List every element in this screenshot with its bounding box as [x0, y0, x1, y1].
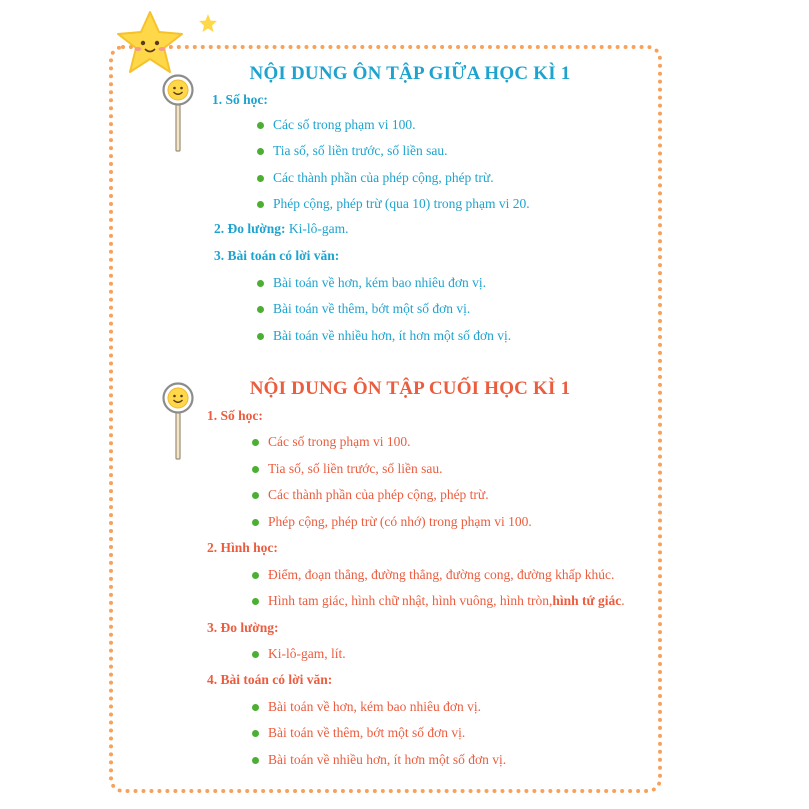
- sparkle-icon: [198, 13, 218, 33]
- list-item: Bài toán về hơn, kém bao nhiêu đơn vị.: [252, 699, 481, 715]
- list-item: Ki-lô-gam, lít.: [252, 646, 346, 662]
- list-item: Phép cộng, phép trừ (có nhớ) trong phạm vi 100.: [252, 514, 532, 530]
- bullet-icon: [252, 651, 259, 658]
- list-item: Bài toán về thêm, bớt một số đơn vị.: [257, 301, 470, 317]
- bullet-icon: [257, 333, 264, 340]
- bullet-icon: [252, 598, 259, 605]
- bullet-icon: [252, 466, 259, 473]
- mid-term-title: NỘI DUNG ÔN TẬP GIỮA HỌC KÌ 1: [249, 63, 571, 84]
- bullet-icon: [252, 730, 259, 737]
- lollipop-icon: [161, 73, 195, 153]
- bullet-icon: [252, 704, 259, 711]
- list-item: Bài toán về thêm, bớt một số đơn vị.: [252, 725, 465, 741]
- bullet-icon: [252, 492, 259, 499]
- bullet-icon: [252, 757, 259, 764]
- bullet-icon: [257, 122, 264, 129]
- bullet-icon: [252, 439, 259, 446]
- list-item: Các thành phần của phép cộng, phép trừ.: [252, 487, 489, 503]
- bullet-icon: [252, 519, 259, 526]
- bullet-icon: [257, 306, 264, 313]
- list-item: Phép cộng, phép trừ (qua 10) trong phạm vi 20.: [257, 196, 530, 212]
- end-term-section-word-problems: 4. Bài toán có lời văn:: [207, 672, 333, 687]
- list-item: Bài toán về nhiều hơn, ít hơn một số đơn vị.: [252, 752, 506, 768]
- bullet-icon: [257, 148, 264, 155]
- list-item: Các thành phần của phép cộng, phép trừ.: [257, 170, 494, 186]
- end-term-section-arithmetic: 1. Số học:: [207, 408, 263, 423]
- mid-term-section-arithmetic: 1. Số học:: [212, 92, 268, 107]
- list-item: Tia số, số liền trước, số liền sau.: [257, 143, 447, 159]
- list-item: Bài toán về nhiều hơn, ít hơn một số đơn vị.: [257, 328, 511, 344]
- end-term-section-geometry: 2. Hình học:: [207, 540, 278, 555]
- list-item: Các số trong phạm vi 100.: [257, 117, 415, 133]
- list-item: Tia số, số liền trước, số liền sau.: [252, 461, 442, 477]
- bullet-icon: [252, 572, 259, 579]
- list-item: Hình tam giác, hình chữ nhật, hình vuông, hình tròn, hình tứ giác .: [252, 593, 625, 609]
- bullet-icon: [257, 175, 264, 182]
- bullet-icon: [257, 280, 264, 287]
- list-item: Điểm, đoạn thẳng, đường thẳng, đường cong, đường khấp khúc.: [252, 567, 614, 583]
- list-item: Bài toán về hơn, kém bao nhiêu đơn vị.: [257, 275, 486, 291]
- bullet-icon: [257, 201, 264, 208]
- end-term-section-measurement: 3. Đo lường:: [207, 620, 279, 635]
- end-term-title: NỘI DUNG ÔN TẬP CUỐI HỌC KÌ 1: [249, 378, 571, 399]
- list-item: Các số trong phạm vi 100.: [252, 434, 410, 450]
- mid-term-section-word-problems: 3. Bài toán có lời văn:: [214, 248, 340, 263]
- mid-term-section-measurement: 2. Đo lường: Ki-lô-gam.: [214, 221, 349, 236]
